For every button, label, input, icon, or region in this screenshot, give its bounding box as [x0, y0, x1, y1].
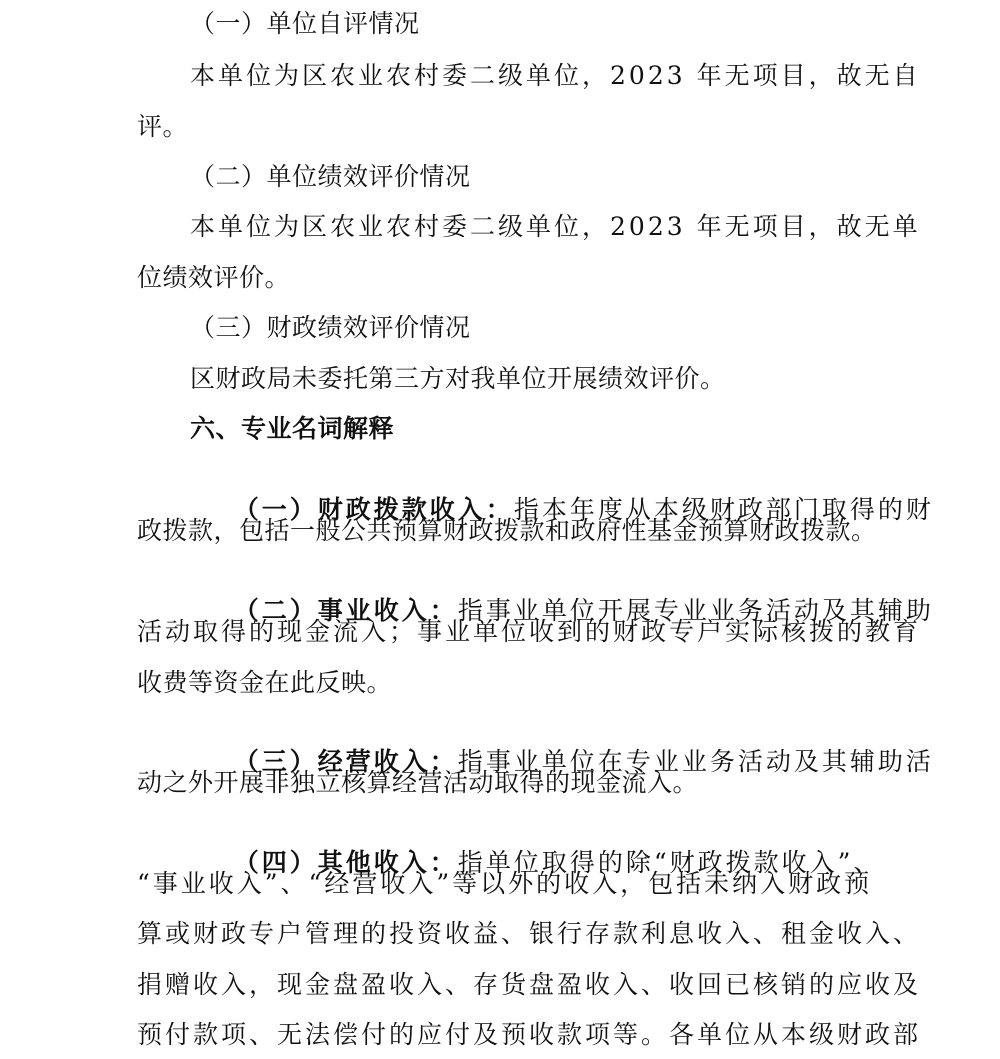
paragraph-line: 政拨款，包括一般公共预算财政拨款和政府性基金预算财政拨款。 — [137, 516, 877, 545]
paragraph-line: 捐赠收入，现金盘盈收入、存货盘盈收入、收回已核销的应收及 — [137, 970, 922, 999]
term-label: （三）经营收入： — [233, 747, 458, 776]
subheading-unit-performance-evaluation: （二）单位绩效评价情况 — [190, 162, 471, 191]
paragraph-line: “事业收入”、“经营收入”等以外的收入，包括未纳入财政预 — [137, 869, 873, 898]
term-definition: 指事业单位在专业业务活动及其辅助活 — [457, 747, 934, 776]
paragraph-line: 评。 — [137, 112, 189, 141]
paragraph-line: 本单位为区农业农村委二级单位，2023 年无项目，故无自 — [190, 61, 921, 90]
term-definition: 指单位取得的除“财政拨款收入”、 — [457, 848, 882, 877]
term-label: （二）事业收入： — [233, 596, 458, 625]
paragraph-line: 预付款项、无法偿付的应付及预收款项等。各单位从本级财政部 — [137, 1020, 922, 1049]
paragraph-line: 动之外开展非独立核算经营活动取得的现金流入。 — [137, 768, 699, 797]
paragraph-line: 活动取得的现金流入；事业单位收到的财政专户实际核拨的教育 — [137, 617, 922, 646]
term-definition: 指本年度从本级财政部门取得的财 — [513, 495, 934, 524]
paragraph-line: 位绩效评价。 — [137, 263, 291, 292]
term-label: （四）其他收入： — [233, 848, 458, 877]
subheading-unit-self-evaluation: （一）单位自评情况 — [190, 9, 420, 38]
term-label: （一）财政拨款收入： — [233, 495, 514, 524]
section-heading-terminology: 六、专业名词解释 — [190, 414, 395, 443]
term-definition: 指事业单位开展专业业务活动及其辅助 — [457, 596, 934, 625]
paragraph-line: 区财政局未委托第三方对我单位开展绩效评价。 — [190, 364, 726, 393]
paragraph-line: 算或财政专户管理的投资收益、银行存款利息收入、租金收入、 — [137, 919, 922, 948]
paragraph-line: 本单位为区农业农村委二级单位，2023 年无项目，故无单 — [190, 212, 921, 241]
paragraph-line: 收费等资金在此反映。 — [137, 668, 393, 697]
subheading-fiscal-performance-evaluation: （三）财政绩效评价情况 — [190, 313, 471, 342]
